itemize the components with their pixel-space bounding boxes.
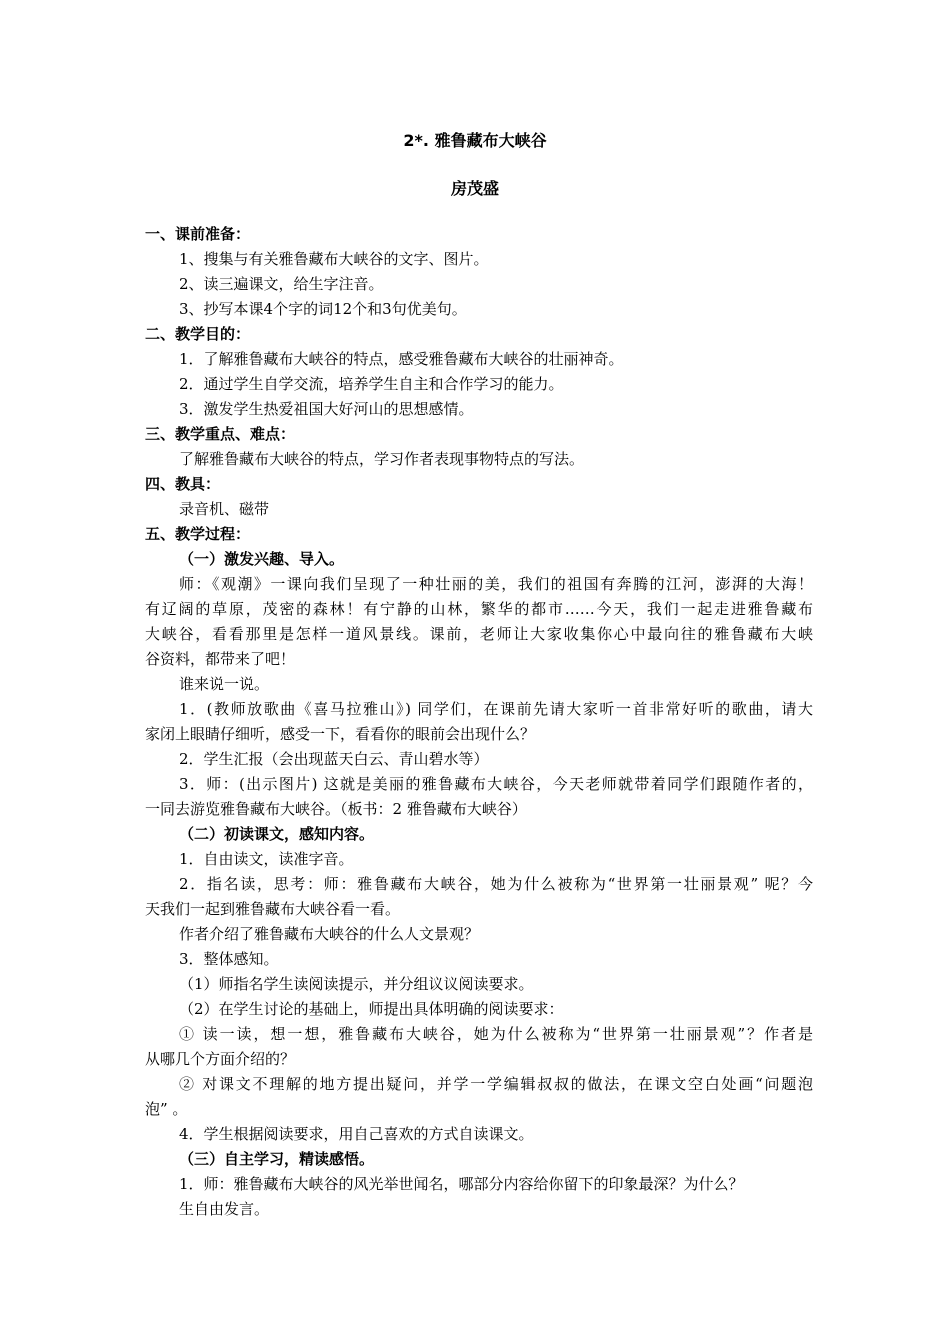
text-line: 作者介绍了雅鲁藏布大峡谷的什么人文景观？ [179,925,480,943]
text-line: 2．学生汇报（会出现蓝天白云、青山碧水等） [179,750,489,768]
text-line: 3．激发学生热爱祖国大好河山的思想感情。 [179,400,474,418]
text-line: 从哪几个方面介绍的？ [145,1050,296,1068]
text-line: 1．了解雅鲁藏布大峡谷的特点，感受雅鲁藏布大峡谷的壮丽神奇。 [179,350,624,368]
section-heading: （二）初读课文，感知内容。 [179,825,375,843]
document-author: 房茂盛 [450,179,499,198]
section-heading: 二、教学目的： [145,325,251,343]
section-heading: 五、教学过程： [145,525,251,543]
text-line: 1、搜集与有关雅鲁藏布大峡谷的文字、图片。 [179,250,489,268]
text-line: 有辽阔的草原，茂密的森林！有宁静的山林，繁华的都市……今天，我们一起走进雅鲁藏布 [145,600,813,618]
text-line: 天我们一起到雅鲁藏布大峡谷看一看。 [145,900,401,918]
text-line: 了解雅鲁藏布大峡谷的特点，学习作者表现事物特点的写法。 [179,450,585,468]
text-line: ① 读一读，想一想，雅鲁藏布大峡谷，她为什么被称为“世界第一壮丽景观”？作者是 [179,1025,813,1043]
text-line: 一同去游览雅鲁藏布大峡谷。（板书：2 雅鲁藏布大峡谷） [145,800,527,818]
text-line: 3．师：(出示图片) 这就是美丽的雅鲁藏布大峡谷，今天老师就带着同学们跟随作者的， [179,775,813,793]
text-line: 生自由发言。 [179,1200,270,1218]
text-line: 泡” 。 [145,1100,188,1118]
text-line: 2、读三遍课文，给生字注音。 [179,275,384,293]
text-line: 谷资料，都带来了吧！ [145,650,296,668]
text-line: 录音机、磁带 [179,500,270,518]
text-line: 1．(教师放歌曲《喜马拉雅山》) 同学们，在课前先请大家听一首非常好听的歌曲，请大 [179,700,813,718]
document-title: 2*. 雅鲁藏布大峡谷 [403,131,547,150]
document-body [145,222,813,1222]
text-line: 4．学生根据阅读要求，用自己喜欢的方式自读课文。 [179,1125,534,1143]
text-line: 谁来说一说。 [179,675,270,693]
text-line: 家闭上眼睛仔细听，感受一下，看看你的眼前会出现什么？ [145,725,536,743]
text-line: （2）在学生讨论的基础上，师提出具体明确的阅读要求： [179,1000,564,1018]
text-line: 大峡谷，看看那里是怎样一道风景线。课前，老师让大家收集你心中最向往的雅鲁藏布大峡 [145,625,813,643]
text-line: ② 对课文不理解的地方提出疑问，并学一学编辑叔叔的做法，在课文空白处画“问题泡 [179,1075,813,1093]
section-heading: （一）激发兴趣、导入。 [179,550,345,568]
text-line: 1．自由读文，读准字音。 [179,850,354,868]
text-line: 2．指名读，思考：师：雅鲁藏布大峡谷，她为什么被称为“世界第一壮丽景观” 呢？今 [179,875,813,893]
text-line: 师：《观潮》一课向我们呈现了一种壮丽的美，我们的祖国有奔腾的江河，澎湃的大海！ [179,575,813,593]
text-line: 3．整体感知。 [179,950,279,968]
section-heading: 四、教具： [145,475,221,493]
text-line: 1．师：雅鲁藏布大峡谷的风光举世闻名，哪部分内容给你留下的印象最深？为什么？ [179,1175,744,1193]
text-line: （1）师指名学生读阅读提示，并分组议议阅读要求。 [179,975,534,993]
section-heading: 一、课前准备： [145,225,251,243]
text-line: 2．通过学生自学交流，培养学生自主和合作学习的能力。 [179,375,564,393]
section-heading: （三）自主学习，精读感悟。 [179,1150,375,1168]
section-heading: 三、教学重点、难点： [145,425,296,443]
text-line: 3、抄写本课4个字的词12个和3句优美句。 [179,300,467,318]
